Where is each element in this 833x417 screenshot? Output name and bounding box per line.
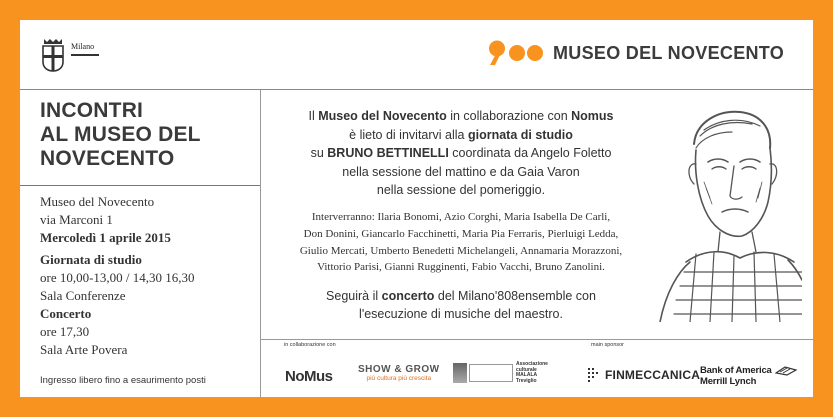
- boa-flag-icon: [775, 364, 797, 376]
- bank-of-america-logo: Bank of America Merrill Lynch: [700, 364, 797, 387]
- nomus-logo: NoMus: [285, 368, 333, 385]
- malala-text-box: [469, 364, 513, 382]
- title-divider: [20, 185, 260, 186]
- concert-label: Concerto: [40, 306, 92, 321]
- study-day-time: ore 10,00-13,00 / 14,30 16,30: [40, 270, 195, 285]
- zero-dot-icon: [509, 45, 525, 61]
- invitation-card: [20, 20, 813, 397]
- collab-label: in collaborazione con: [284, 342, 336, 348]
- concert-room: Sala Arte Povera: [40, 342, 128, 357]
- finmeccanica-symbol-icon: [586, 366, 602, 384]
- venue: Museo del Novecento: [40, 194, 155, 209]
- zero-dot-icon: [527, 45, 543, 61]
- sponsor-label: main sponsor: [591, 342, 625, 348]
- nine-glyph-icon: [487, 40, 507, 66]
- address: via Marconi 1: [40, 212, 113, 227]
- milano-logo-bar: [71, 54, 99, 56]
- malala-association-logo: Associazione culturale MALALA Treviglio: [453, 362, 549, 384]
- comune-milano-logo: [41, 34, 101, 78]
- bettinelli-portrait: [656, 102, 802, 322]
- concert-text: Seguirà il concerto del Milano'808ensemble con l'esecuzione di musiche del maestro.: [326, 289, 596, 321]
- event-info: [40, 193, 270, 359]
- 900-logo-icon: [487, 40, 543, 66]
- event-date: Mercoledì 1 aprile 2015: [40, 230, 171, 245]
- malala-photo: [453, 363, 467, 383]
- speakers-list: Interverranno: Ilaria Bonomi, Azio Corghi, Maria Isabella De Carli, Don Donini, Giancarlo Facchinetti, Maria Pia Ferraris, Pierluigi Ledda, Giulio Mercati, Umberto Benedetti Michelangeli, Annamaria Morazzoni, Vittorio Parisi, Gianni Rugginenti, Fabio Vacchi, Bruno Zanolini.: [299, 211, 623, 274]
- concert-time: ore 17,30: [40, 324, 90, 339]
- invitation-text: Il Museo del Novecento in collaborazione con Nomus è lieto di invitarvi alla giornata di studio su BRUNO BETTINELLI coordinata da Angelo Foletto nella sessione del mattino e da Gaia Varon nella sessione del pomeriggio.: [308, 109, 614, 198]
- museo-novecento-logo: [487, 39, 784, 67]
- study-day-room: Sala Conferenze: [40, 288, 126, 303]
- museo-name: MUSEO DEL NOVECENTO: [553, 42, 785, 63]
- study-day-label: Giornata di studio: [40, 252, 142, 267]
- footer-divider: [261, 339, 813, 340]
- milano-label: Milano: [71, 42, 95, 51]
- free-entry-note: Ingresso libero fino a esaurimento posti: [40, 375, 206, 386]
- header-divider: [20, 89, 813, 90]
- showgrow-logo: SHOW & GROW più cultura più crescita: [358, 364, 440, 382]
- finmeccanica-logo: FINMECCANICA: [586, 366, 700, 384]
- milano-shield-icon: [41, 38, 65, 72]
- page-title: INCONTRI AL MUSEO DEL NOVECENTO: [40, 99, 201, 170]
